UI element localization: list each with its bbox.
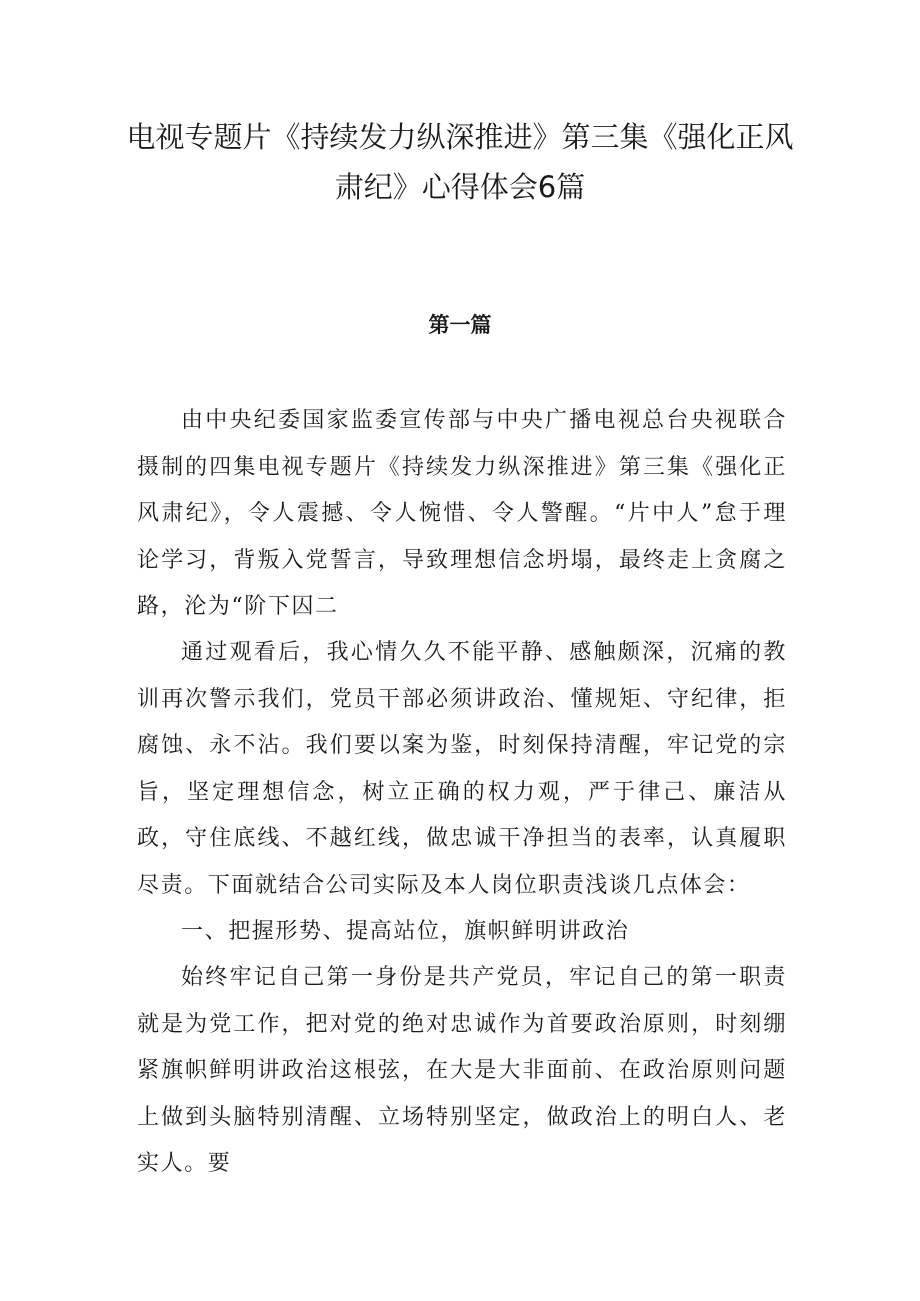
body-paragraph-1: 由中央纪委国家监委宣传部与中央广播电视总台央视联合摄制的四集电视专题片《持续发力纵深推进》第三集《强化正风肃纪》，令人震撼、令人惋惜、令人警醒。“片中人”怠于理论学习，背叛入党誓言，导致理想信念坍塌，最终走上贪腐之路，沦为“阶下囚二 [137,408,787,619]
document-title-line-2: 肃纪》心得体会6篇 [334,170,586,204]
section-heading: 第一篇 [428,312,492,337]
body-paragraph-3: 始终牢记自己第一身份是共产党员，牢记自己的第一职责就是为党工作，把对党的绝对忠诚作为首要政治原则，时刻绷紧旗帜鲜明讲政治这根弦，在大是大非面前、在政治原则问题上做到头脑特别清醒、立场特别坚定，做政治上的明白人、老实人。要 [137,965,787,1176]
document-title-line-1: 电视专题片《持续发力纵深推进》第三集《强化正风 [126,120,794,154]
subheading-1: 一、把握形势、提高站位，旗帜鲜明讲政治 [181,919,630,944]
document-title [120,112,800,212]
body-paragraph-2: 通过观看后，我心情久久不能平静、感触颇深，沉痛的教训再次警示我们，党员干部必须讲政治、懂规矩、守纪律，拒腐蚀、永不沾。我们要以案为鉴，时刻保持清醒，牢记党的宗旨，坚定理想信念，树立正确的权力观，严于律己、廉洁从政，守住底线、不越红线，做忠诚干净担当的表率，认真履职尽责。下面就结合公司实际及本人岗位职责浅谈几点体会： [137,640,787,898]
